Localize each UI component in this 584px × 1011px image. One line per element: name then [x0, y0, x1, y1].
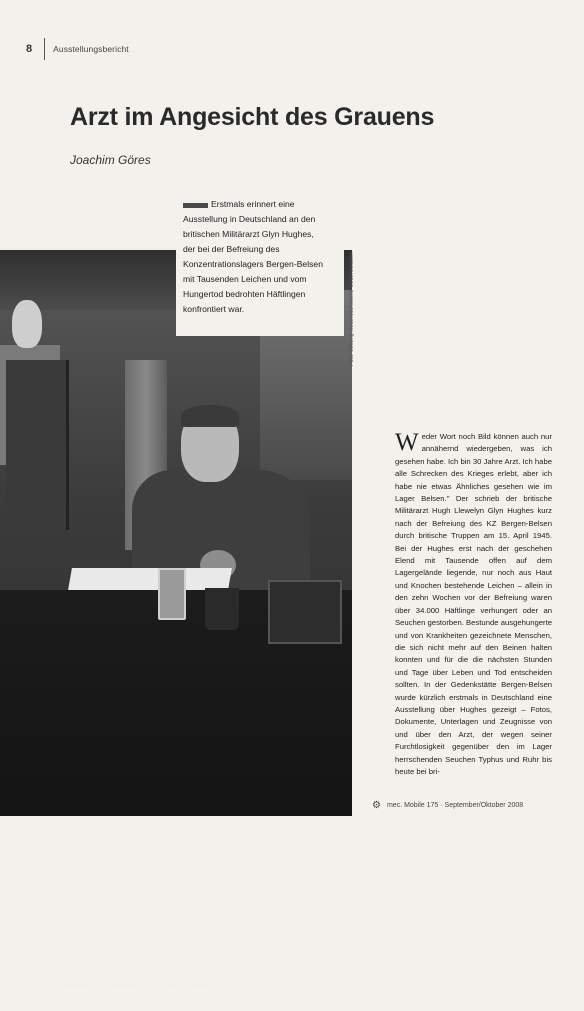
page-footer: [372, 800, 562, 811]
photo-cup: [205, 588, 239, 630]
photo-officer-hair: [181, 405, 239, 427]
photo-owl-figure: [12, 300, 42, 348]
article-author: Joachim Göres: [70, 153, 151, 167]
header-divider: [44, 38, 45, 60]
drop-cap: W: [395, 429, 419, 456]
photo-glass: [158, 568, 186, 620]
gear-icon: ⚙: [372, 800, 381, 811]
article-title: Arzt im Angesicht des Grauens: [70, 103, 435, 131]
photo-caption: Der Kommandeur der Hilfsmaßnahmen im befreiten KZ Bergen-Belsen Glyn Hughes in seinem Wohnwagen, aufgenommen zwischen dem 22. Mai und 2. Juni 1945.: [45, 983, 212, 1008]
photo-box: [268, 580, 342, 644]
historical-photo: [0, 250, 352, 1008]
running-header: [26, 38, 129, 60]
article-body-text: eder Wort noch Bild können auch nur annähernd wiedergeben, was ich gesehen habe. Ich bin 30 Jahre Arzt. Ich habe alle Schrecken des Krieges erlebt, aber ich habe nie etwas Ähnliches gesehen wie im Lager Belsen." Der schrieb der britische Militärarzt Hugh Llewelyn Glyn Hughes kurz nach der Befreiung des KZ Bergen-Belsen durch britische Truppen am 15. April 1945. Bei der Hughes erst nach der geschehen Elend mit Tausende offen auf dem Lagergelände liegende, nur noch aus Haut und Knochen bestehende Leichen – allein in den zehn Wochen vor der Befreiung waren über 34.000 Häftlinge verhungert oder an Seuchen gestorben. Bestunde ausgehungerte und von Krankheiten gezeichnete Menschen, die sich nicht mehr auf den Beinen halten konnten und für die die nächsten Stunden und Tage über Leben und Tod entscheiden sollten. In der Gedenkstätte Bergen-Belsen wurde kürzlich erstmals in Deutschland eine Ausstellung über Hughes gezeigt – Fotos, Dokumente, Unterlagen und Zeugnisse von und über den Arzt, der wegen seiner Furchtlosigkeit gegenüber den im Lager herrschenden Seuchen Typhus und Ruhr bis heute bei bri-: [395, 432, 552, 776]
footer-text: mec. Mobile 175 · September/Oktober 2008: [386, 802, 524, 809]
photo-credit: Foto: Stiftung niedersächsische Gedenkstätten: [349, 251, 355, 366]
photo-bookshelf: [6, 360, 69, 530]
article-lead: Erstmals erinnert eine Ausstellung in Deutschland an den britischen Militärarzt Glyn Hughes, der bei der Befreiung des Konzentrationslagers Bergen-Belsen mit Tausenden Leichen und vom Hungertod bedrohten Häftlingen konfrontiert war.: [183, 199, 323, 314]
page-number: 8: [26, 43, 33, 55]
article-body-column: [395, 431, 552, 778]
section-label: Ausstellungsbericht: [53, 44, 129, 54]
article-body-paragraph: [395, 431, 552, 778]
photo-paper: [68, 568, 232, 590]
